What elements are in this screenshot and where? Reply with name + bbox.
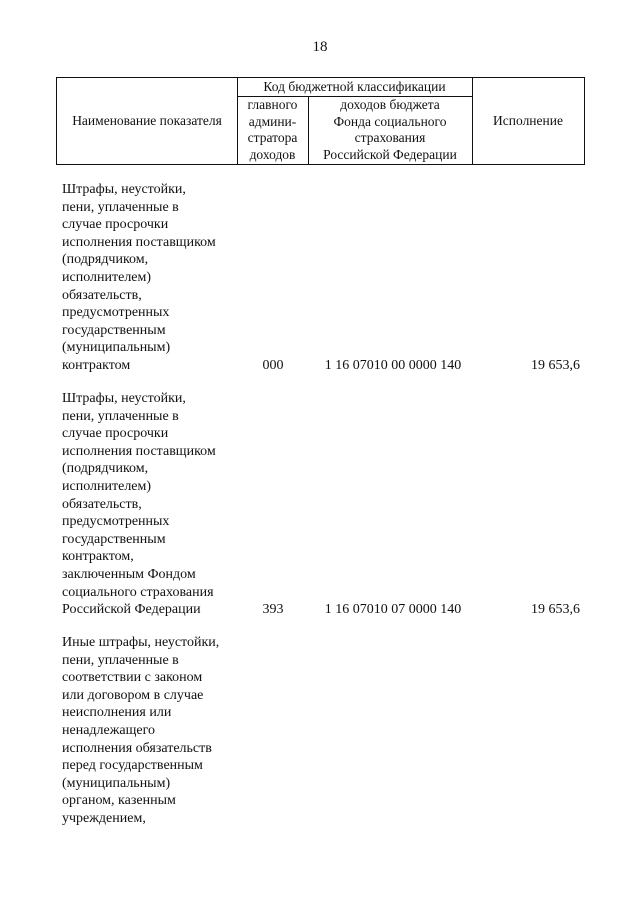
row-name-line: Иные штрафы, неустойки, xyxy=(62,635,220,650)
row-name-line: контрактом xyxy=(62,357,131,373)
row-execution-value: 19 653,6 xyxy=(531,358,580,373)
row-name-line: обязательств, xyxy=(62,496,142,512)
row-name-line: обязательств, xyxy=(62,287,142,303)
row-name-line: исполнителем) xyxy=(62,478,152,494)
row-name-line: неисполнения или xyxy=(62,705,172,721)
row-name-line: случае просрочки xyxy=(62,217,169,233)
header-admin-code xyxy=(237,96,308,164)
header-revenue-code xyxy=(308,96,472,164)
header-indicator-name xyxy=(57,78,237,164)
header-admin-line: стратора xyxy=(247,130,298,145)
row-admin-code: 000 xyxy=(262,358,284,373)
row-name-line: учреждением, xyxy=(62,810,146,826)
row-name-line: исполнения поставщиком xyxy=(62,234,216,250)
page-number: 18 xyxy=(312,39,328,55)
row-name-line: пени, уплаченные в xyxy=(62,408,179,424)
row-name-line: Штрафы, неустойки, xyxy=(62,391,186,406)
header-revenue-line: Фонда социального xyxy=(333,113,447,129)
header-admin-line: доходов xyxy=(249,146,296,162)
table-row-name xyxy=(62,390,242,619)
row-budget-code: 1 16 07010 07 0000 140 xyxy=(324,602,462,617)
row-name-line: (подрядчиком, xyxy=(62,252,149,268)
row-name-line: исполнителем) xyxy=(62,269,152,285)
header-classification-code xyxy=(237,78,472,96)
row-name-line: Штрафы, неустойки, xyxy=(62,182,186,197)
row-name-line: (муниципальным) xyxy=(62,340,171,356)
row-name-line: (подрядчиком, xyxy=(62,461,149,477)
row-name-line: государственным xyxy=(62,531,166,547)
header-revenue-line: страхования xyxy=(354,130,426,145)
row-name-line: органом, казенным xyxy=(62,793,176,809)
header-execution-text: Исполнение xyxy=(493,112,563,128)
row-name-line: (муниципальным) xyxy=(62,775,171,791)
row-name-line: ненадлежащего xyxy=(62,722,156,738)
row-name-line: Российской Федерации xyxy=(62,602,201,618)
header-classification-code-text: Код бюджетной классификации xyxy=(263,78,446,94)
row-name-line: пени, уплаченные в xyxy=(62,199,179,215)
row-name-line: перед государственным xyxy=(62,758,203,774)
header-admin-line: админи- xyxy=(248,113,297,129)
table-header xyxy=(56,77,585,165)
row-name-line: заключенным Фондом xyxy=(62,566,196,582)
row-name-line: контрактом, xyxy=(62,549,134,565)
row-name-line: пени, уплаченные в xyxy=(62,652,179,668)
row-admin-code: 393 xyxy=(262,602,284,617)
header-admin-line: главного xyxy=(247,97,298,112)
header-revenue-line: Российской Федерации xyxy=(323,146,457,162)
header-execution xyxy=(472,78,584,164)
header-indicator-name-text: Наименование показателя xyxy=(72,112,222,128)
row-name-line: или договором в случае xyxy=(62,687,204,703)
row-name-line: социального страхования xyxy=(62,584,214,600)
row-name-line: исполнения обязательств xyxy=(62,740,212,756)
row-name-line: предусмотренных xyxy=(62,514,170,530)
row-budget-code: 1 16 07010 00 0000 140 xyxy=(324,358,462,373)
table-row-name xyxy=(62,181,242,375)
table-row-name xyxy=(62,634,242,828)
row-name-line: государственным xyxy=(62,322,166,338)
row-name-line: предусмотренных xyxy=(62,305,170,321)
header-revenue-line: доходов бюджета xyxy=(340,97,440,112)
row-name-line: исполнения поставщиком xyxy=(62,443,216,459)
row-name-line: случае просрочки xyxy=(62,426,169,442)
row-execution-value: 19 653,6 xyxy=(531,602,580,617)
row-name-line: соответствии с законом xyxy=(62,670,203,686)
